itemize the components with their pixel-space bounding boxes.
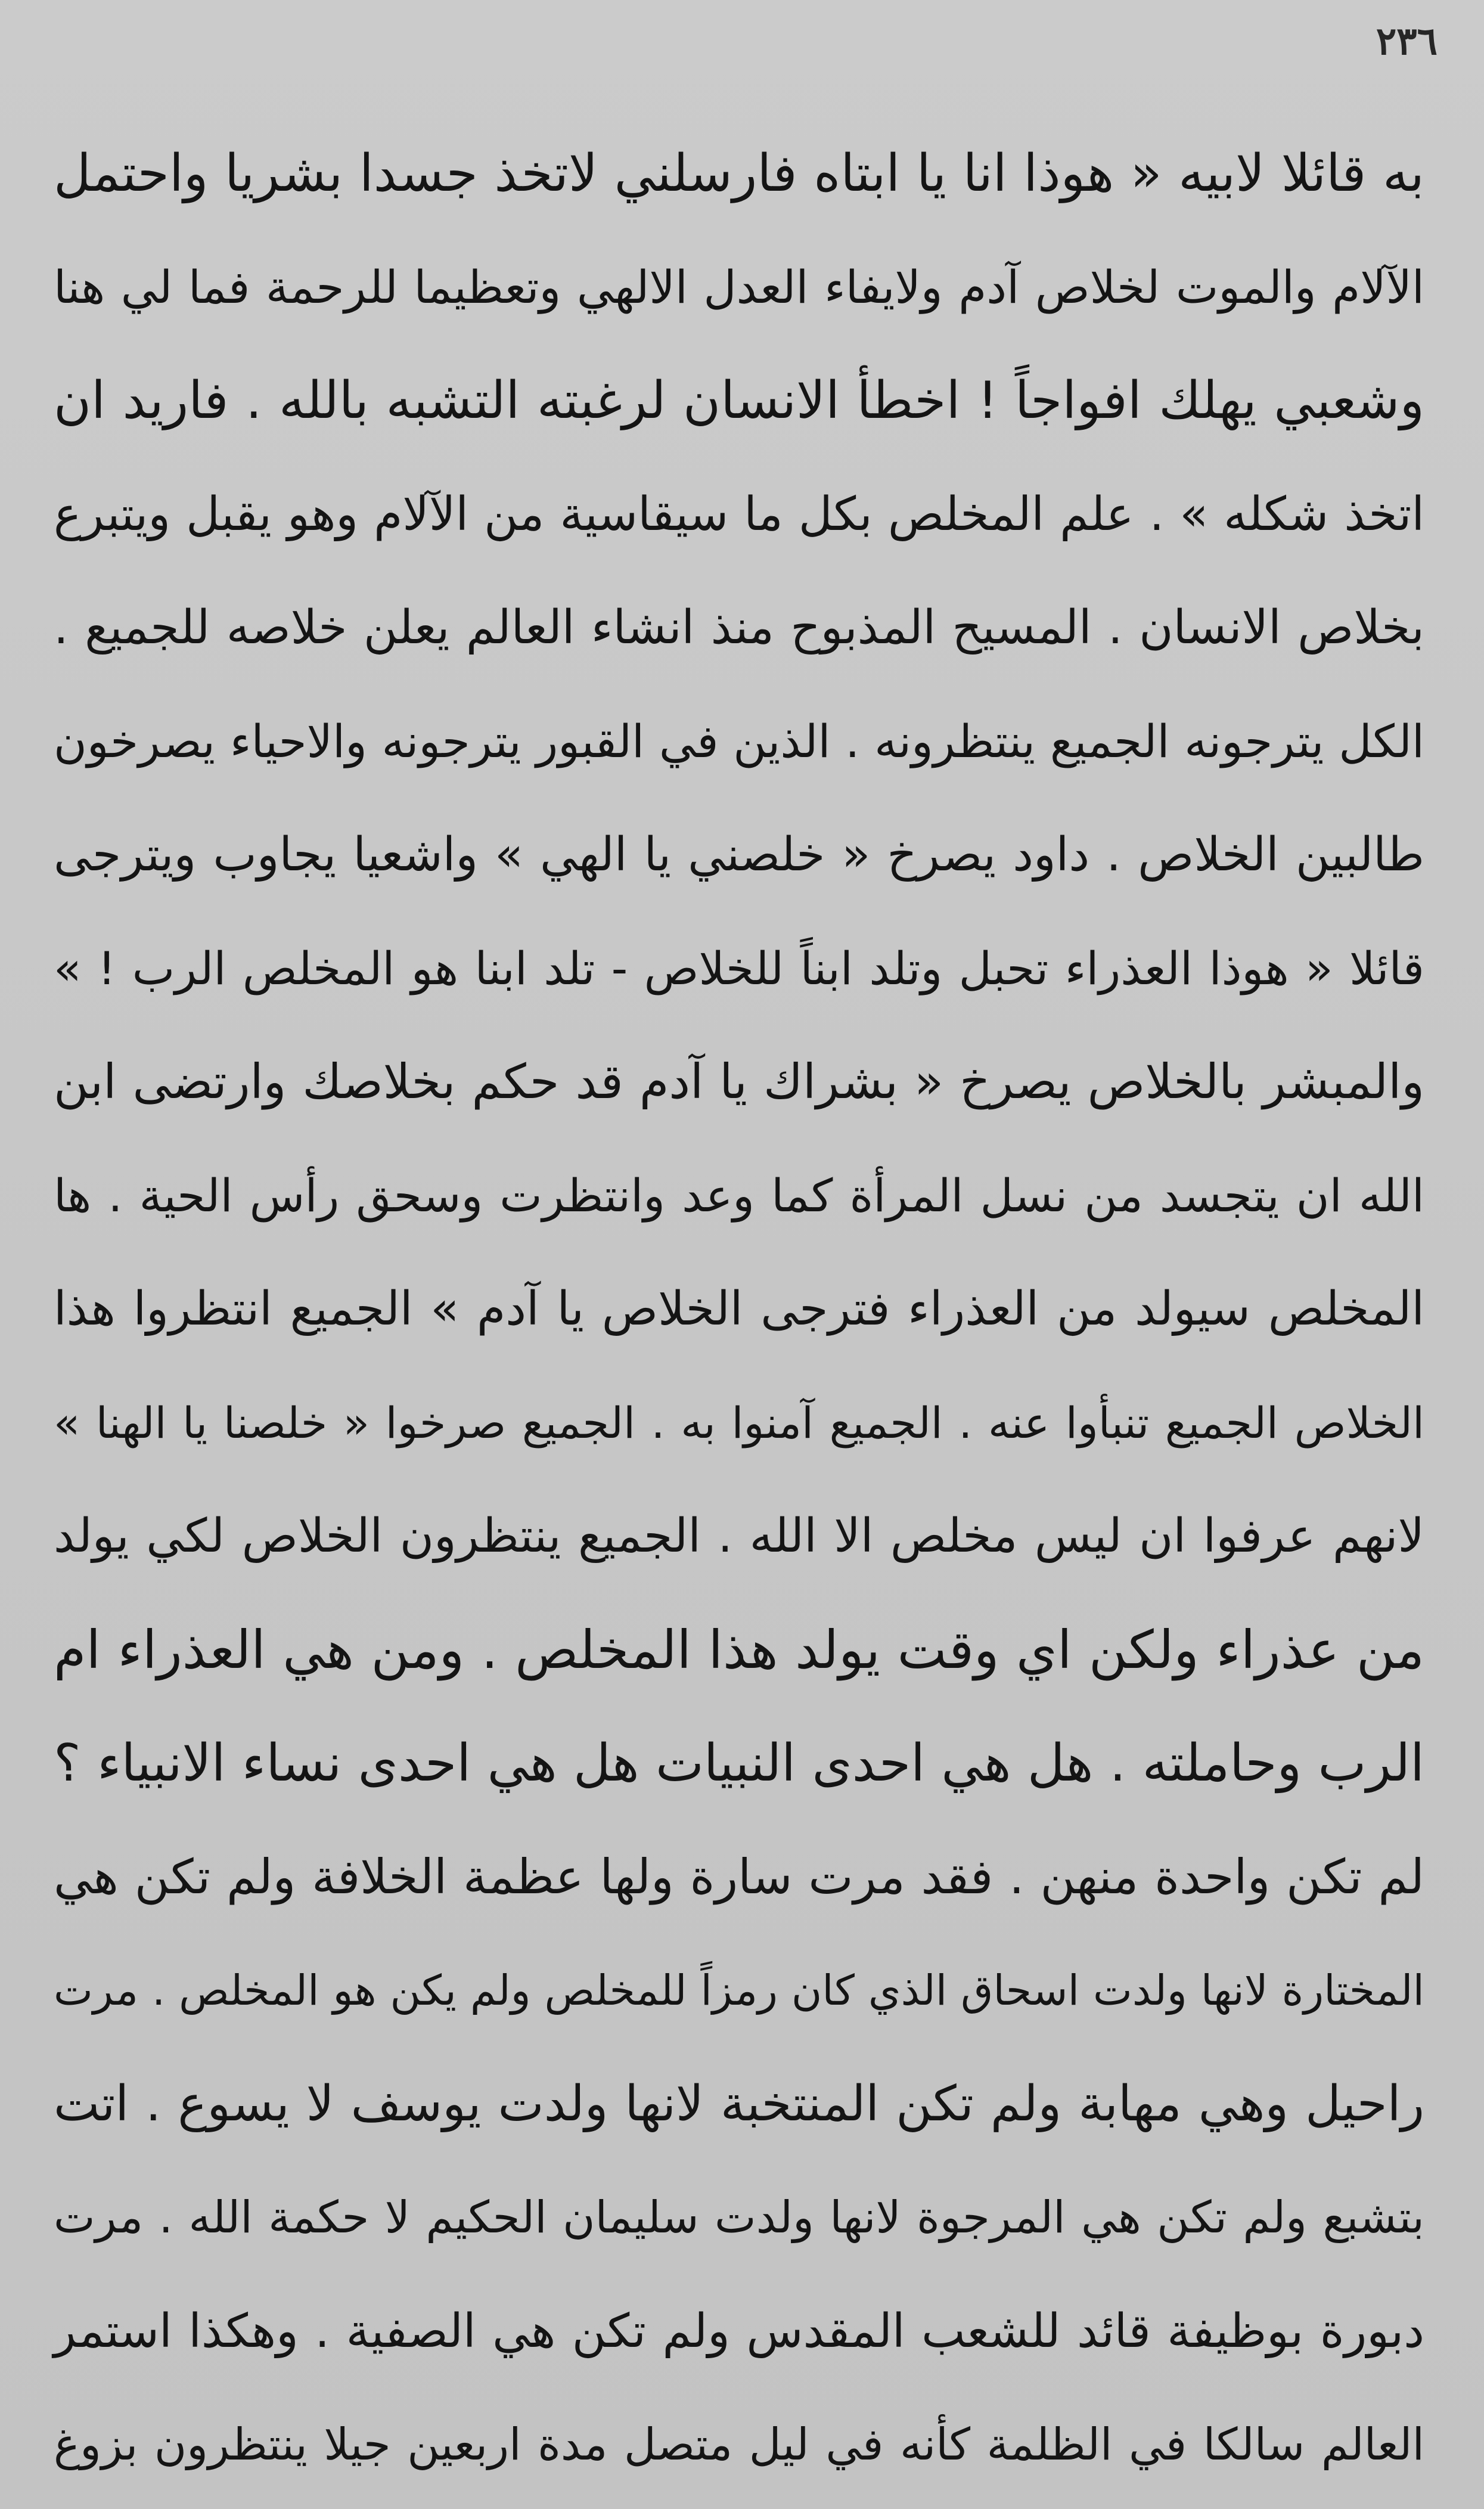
page-body-text <box>54 117 1424 2502</box>
text-line: المختارة لانها ولدت اسحاق الذي كان رمزاً للمخلص ولم يكن هو المخلص . مرت <box>54 1966 1424 2015</box>
text-line: الرب وحاملته . هل هي احدى النبيات هل هي احدى نساء الانبياء ؟ <box>54 1733 1424 1793</box>
text-line: لانهم عرفوا ان ليس مخلص الا الله . الجميع ينتظرون الخلاص لكي يولد <box>54 1509 1424 1563</box>
page-number: ٢٣٦ <box>1376 19 1438 64</box>
text-line: الكل يترجونه الجميع ينتظرونه . الذين في القبور يترجونه والاحياء يصرخون <box>54 714 1424 768</box>
text-line: الآلام والموت لخلاص آدم ولايفاء العدل الالهي وتعظيما للرحمة فما لي هنا <box>54 260 1424 314</box>
text-line: قائلا « هوذا العذراء تحبل وتلد ابناً للخلاص - تلد ابنا هو المخلص الرب ! » <box>54 941 1424 995</box>
text-line: وشعبي يهلك افواجاً ! اخطأ الانسان لرغبته التشبه بالله . فاريد ان <box>54 371 1424 430</box>
text-line: العالم سالكا في الظلمة كأنه في ليل متصل مدة اربعين جيلا ينتظرون بزوغ <box>54 2419 1424 2470</box>
text-line: اتخذ شكله » . علم المخلص بكل ما سيقاسية من الآلام وهو يقبل ويتبرع <box>54 487 1424 541</box>
text-line: بتشبع ولم تكن هي المرجوة لانها ولدت سليمان الحكيم لا حكمة الله . مرت <box>54 2192 1424 2243</box>
text-line: المخلص سيولد من العذراء فترجى الخلاص يا آدم » الجميع انتظروا هذا <box>54 1282 1424 1336</box>
text-line: به قائلا لابيه « هوذا انا يا ابتاه فارسلني لاتخذ جسدا بشريا واحتمل <box>54 144 1424 203</box>
text-line: بخلاص الانسان . المسيح المذبوح منذ انشاء العالم يعلن خلاصه للجميع . <box>54 601 1424 655</box>
text-line: راحيل وهي مهابة ولم تكن المنتخبة لانها ولدت يوسف لا يسوع . اتت <box>54 2075 1424 2132</box>
text-line: دبورة بوظيفة قائد للشعب المقدس ولم تكن هي الصفية . وهكذا استمر <box>54 2304 1424 2358</box>
text-line: الخلاص الجميع تنبأوا عنه . الجميع آمنوا به . الجميع صرخوا « خلصنا يا الهنا » <box>54 1397 1424 1448</box>
text-line: لم تكن واحدة منهن . فقد مرت سارة ولها عظمة الخلافة ولم تكن هي <box>54 1849 1424 1905</box>
text-line: الله ان يتجسد من نسل المرأة كما وعد وانتظرت وسحق رأس الحية . ها <box>54 1168 1424 1222</box>
text-line: طالبين الخلاص . داود يصرخ « خلصني يا الهي » واشعيا يجاوب ويترجى <box>54 828 1424 882</box>
text-line: من عذراء ولكن اي وقت يولد هذا المخلص . ومن هي العذراء ام <box>54 1618 1424 1680</box>
text-line: والمبشر بالخلاص يصرخ « بشراك يا آدم قد حكم بخلاصك وارتضى ابن <box>54 1054 1424 1109</box>
